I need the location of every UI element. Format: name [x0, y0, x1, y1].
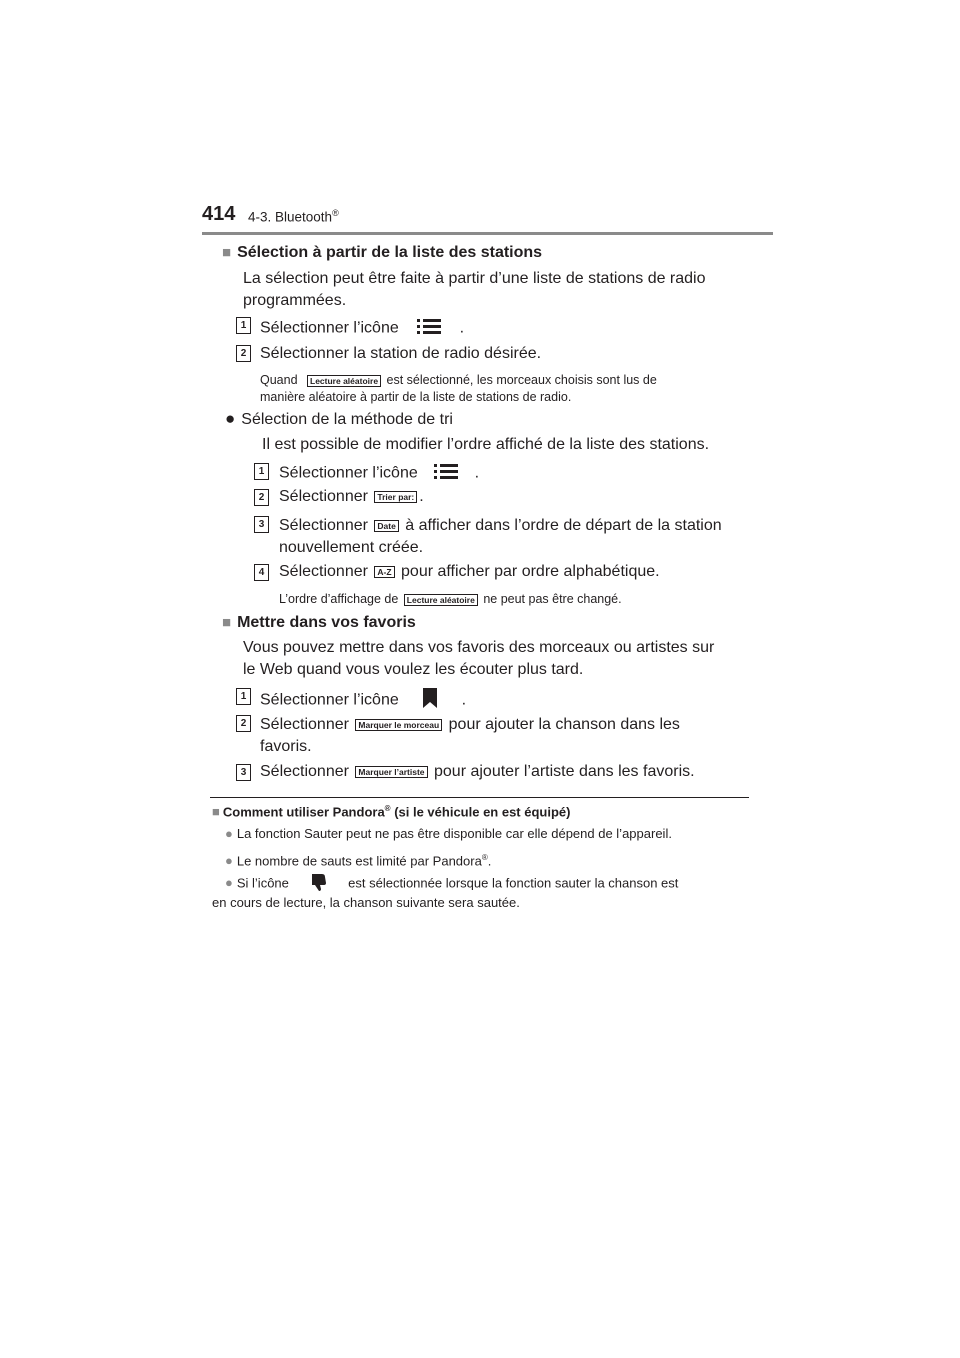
step-number: 4 [254, 564, 269, 581]
step-text: Sélectionner l’icône . [260, 688, 466, 713]
note: Quand Lecture aléatoire est sélectionné, les morceaux choisis sont lus de manière aléatoire à partir de la liste de stations de radio. [260, 373, 657, 404]
step-text: Sélectionner A-Z pour afficher par ordre alphabétique. [279, 563, 660, 580]
step-number: 2 [254, 489, 269, 506]
sub-heading: ● Sélection de la méthode de tri [225, 409, 453, 428]
section-heading-favorites: ■ Mettre dans vos favoris [222, 614, 416, 631]
shuffle-button: Lecture aléatoire [404, 594, 478, 606]
step-number: 3 [254, 516, 269, 533]
list-icon [417, 318, 441, 339]
step-number: 1 [236, 688, 251, 705]
section-heading-stations: ■ Sélection à partir de la liste des stations [222, 244, 543, 261]
step-number: 1 [254, 463, 269, 480]
list-icon [434, 463, 458, 484]
note: L’ordre d’affichage de Lecture aléatoire ne peut pas être changé. [279, 592, 622, 606]
date-button: Date [374, 520, 398, 532]
step-text: Sélectionner Date à afficher dans l’ordre de départ de la station nouvellement créée. [279, 517, 722, 556]
mark-artist-button: Marquer l’artiste [355, 766, 427, 778]
header-rule [202, 232, 773, 235]
footnote-item: ● Le nombre de sauts est limité par Pandora®. [225, 853, 492, 869]
footnote-heading: ■ Comment utiliser Pandora® (si le véhicule en est équipé) [212, 804, 571, 820]
step-text: Sélectionner Marquer le morceau pour ajouter la chanson dans les favoris. [260, 716, 680, 755]
step-text: Sélectionner l’icône . [279, 463, 479, 484]
step-number: 1 [236, 317, 251, 334]
section-intro: Vous pouvez mettre dans vos favoris des morceaux ou artistes sur le Web quand vous voulez les écouter plus tard. [243, 639, 715, 678]
footnote-item: ● Si l’icône est sélectionnée lorsque la fonction sauter la chanson est en cours de lecture, la chanson suivante sera sautée. [225, 873, 749, 911]
footnote-item: ● La fonction Sauter peut ne pas être disponible car elle dépend de l’appareil. [225, 826, 672, 841]
bookmark-icon [423, 688, 437, 713]
sub-intro: Il est possible de modifier l’ordre affiché de la liste des stations. [262, 436, 710, 453]
step-number: 3 [236, 764, 251, 781]
step-text: Sélectionner la station de radio désirée. [260, 345, 542, 362]
a-z-button: A-Z [374, 566, 394, 578]
divider [210, 797, 749, 798]
page-number: 414 [202, 203, 236, 225]
shuffle-button: Lecture aléatoire [307, 375, 381, 387]
section-intro: La sélection peut être faite à partir d’une liste de stations de radio programmées. [243, 270, 706, 309]
step-text: Sélectionner Marquer l’artiste pour ajouter l’artiste dans les favoris. [260, 763, 695, 780]
step-number: 2 [236, 345, 251, 362]
section-title: 4-3. Bluetooth® [248, 208, 339, 225]
mark-track-button: Marquer le morceau [355, 719, 442, 731]
sort-by-button: Trier par: [374, 491, 417, 503]
step-text: Sélectionner Trier par: . [279, 488, 424, 505]
step-number: 2 [236, 715, 251, 732]
step-text: Sélectionner l’icône . [260, 318, 464, 339]
thumbs-down-icon [311, 873, 327, 895]
